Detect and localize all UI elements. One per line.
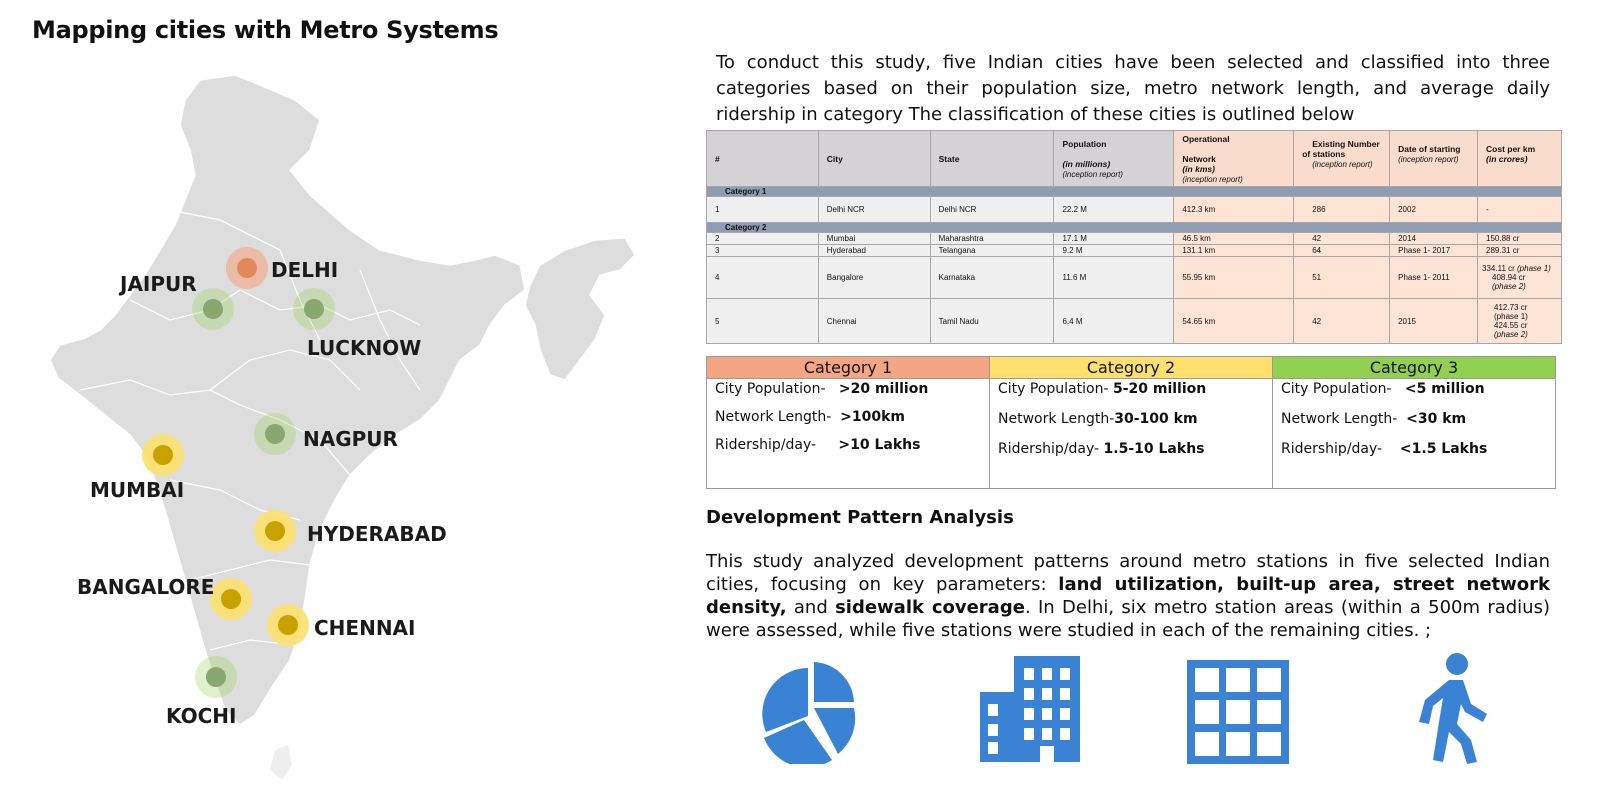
bangalore-marker xyxy=(210,578,252,620)
table-row: 4 Bangalore Karnataka 11.6 M 55.95 km 51 Phase 1- 2011 334.11 cr (phase 1) 408.94 cr (phase 2) xyxy=(707,257,1562,299)
table-row: 2 Mumbai Maharashtra 17.1 M 46.5 km 42 2014 150.88 cr xyxy=(707,233,1562,245)
jaipur-marker xyxy=(192,288,234,330)
jaipur-label: JAIPUR xyxy=(120,272,197,296)
category-1-row: Category 1 xyxy=(707,187,1562,197)
header-network: Operational Network (in kms) (inception report) xyxy=(1174,131,1294,187)
chennai-cost-cell: 412.73 cr (phase 1) 424.55 cr (phase 2) xyxy=(1478,299,1562,344)
intro-paragraph: To conduct this study, five Indian cities have been selected and classified into three categories based on their population size, metro network length, and average daily ridership in category The classification of these cities is outlined below xyxy=(716,52,1550,125)
table-row: 1 Delhi NCR Delhi NCR 22.2 M 412.3 km 286 2002 - xyxy=(707,197,1562,223)
hyderabad-marker xyxy=(254,510,296,552)
header-city: City xyxy=(818,131,930,187)
header-date: Date of starting (inception report) xyxy=(1390,131,1478,187)
header-num: # xyxy=(707,131,819,187)
delhi-label: DELHI xyxy=(271,258,339,282)
chennai-marker xyxy=(267,604,309,646)
development-paragraph: This study analyzed development patterns around metro stations in five selected Indian cities, focusing on key parameters: land utilization, built-up area, street network density, and sidewalk coverage. In Delhi, six metro station areas (within a 500m radius) were assessed, while five stations were studied in each of the remaining cities. ; xyxy=(706,551,1550,641)
pedestrian-icon xyxy=(1415,652,1495,764)
category-1-population: City Population- >20 million xyxy=(715,381,929,397)
category-3-population: City Population- <5 million xyxy=(1281,381,1485,397)
pie-chart-icon xyxy=(760,658,856,764)
bangalore-label: BANGALORE xyxy=(77,575,215,599)
category-3-title: Category 3 xyxy=(1273,357,1555,379)
category-2-population: City Population- 5-20 million xyxy=(998,381,1207,397)
category-2-row: Category 2 xyxy=(707,223,1562,233)
category-1-box xyxy=(706,356,990,489)
category-1-ridership: Ridership/day- >10 Lakhs xyxy=(715,437,921,453)
city-data-table xyxy=(706,130,1562,344)
header-population: Population (in millions) (inception report) xyxy=(1054,131,1174,187)
kochi-marker xyxy=(195,656,237,698)
table-row: 3 Hyderabad Telangana 9.2 M 131.1 km 64 Phase 1- 2017 289.31 cr xyxy=(707,245,1562,257)
category-1-title: Category 1 xyxy=(707,357,989,379)
kochi-label: KOCHI xyxy=(166,704,237,728)
category-3-network: Network Length- <30 km xyxy=(1281,411,1467,427)
development-title: Development Pattern Analysis xyxy=(706,507,1014,528)
lucknow-marker xyxy=(293,288,335,330)
delhi-marker xyxy=(226,247,268,289)
table-header-row xyxy=(707,131,1562,187)
hyderabad-label: HYDERABAD xyxy=(307,522,447,546)
building-icon xyxy=(980,656,1080,762)
category-2-box xyxy=(989,356,1273,489)
page-title: Mapping cities with Metro Systems xyxy=(32,16,499,44)
mumbai-label: MUMBAI xyxy=(90,478,185,502)
chennai-label: CHENNAI xyxy=(314,616,416,640)
header-cost: Cost per km (in crores) xyxy=(1478,131,1562,187)
grid-icon xyxy=(1187,660,1289,764)
nagpur-label: NAGPUR xyxy=(303,427,398,451)
header-state: State xyxy=(930,131,1054,187)
category-3-box xyxy=(1272,356,1556,489)
india-map xyxy=(20,60,680,795)
category-2-ridership: Ridership/day- 1.5-10 Lakhs xyxy=(998,441,1205,457)
category-2-network: Network Length-30-100 km xyxy=(998,411,1198,427)
mumbai-marker xyxy=(142,434,184,476)
header-stations: Existing Number of stations (inception report) xyxy=(1294,131,1390,187)
nagpur-marker xyxy=(254,413,296,455)
category-2-title: Category 2 xyxy=(990,357,1272,379)
lucknow-label: LUCKNOW xyxy=(307,336,422,360)
table-row: 5 Chennai Tamil Nadu 6.4 M 54.65 km 42 2015 412.73 cr (phase 1) 424.55 cr (phase 2) xyxy=(707,299,1562,344)
category-3-ridership: Ridership/day- <1.5 Lakhs xyxy=(1281,441,1488,457)
category-1-network: Network Length- >100km xyxy=(715,409,906,425)
bangalore-cost-cell: 334.11 cr (phase 1) 408.94 cr (phase 2) xyxy=(1478,257,1562,299)
